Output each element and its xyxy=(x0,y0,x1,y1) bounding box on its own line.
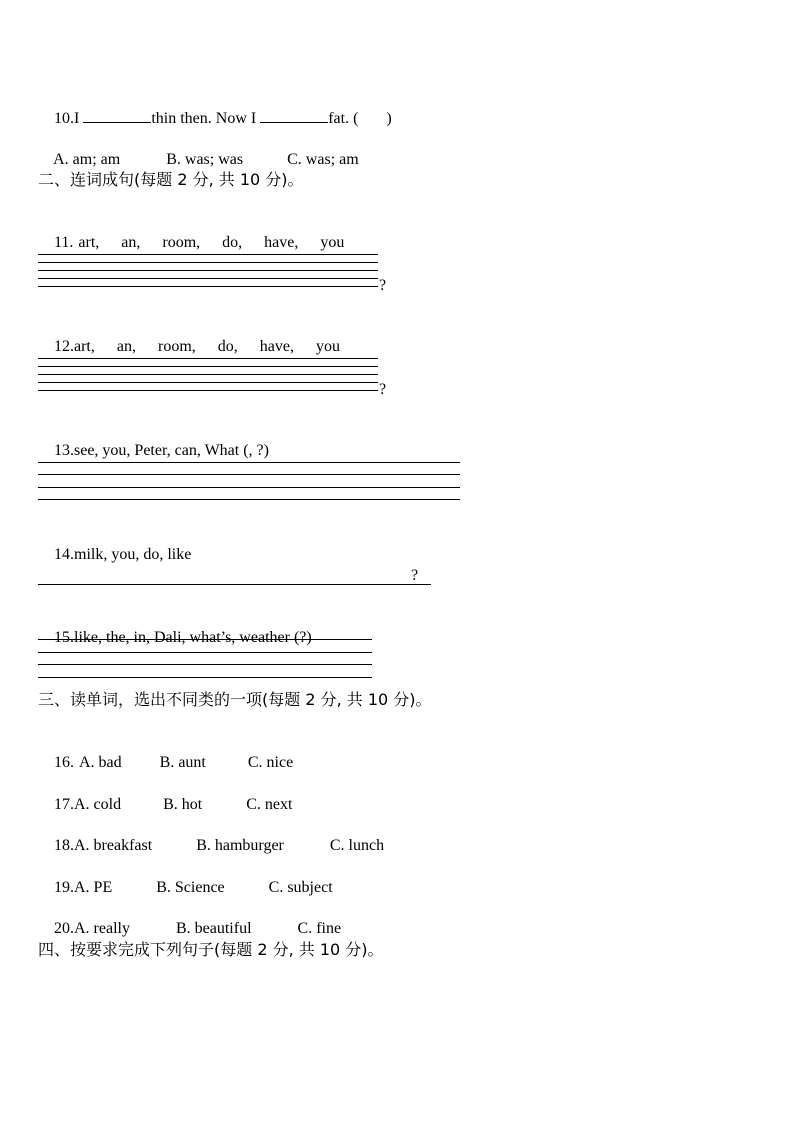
answer-line[interactable] xyxy=(38,664,372,665)
option-b: B. beautiful xyxy=(175,920,252,937)
option-a: A. really xyxy=(74,920,130,937)
question-15 xyxy=(38,608,312,668)
answer-line[interactable] xyxy=(38,358,378,359)
word: do, xyxy=(217,338,238,355)
question-number: 14. xyxy=(54,546,74,563)
option-b: B. hamburger xyxy=(196,837,284,854)
section-2-heading: 二、连词成句(每题 2 分, 共 10 分)。 xyxy=(38,170,304,189)
word: do, xyxy=(222,234,243,251)
option-a: A. am; am xyxy=(53,151,121,168)
answer-line[interactable] xyxy=(38,652,372,653)
option-a: A. bad xyxy=(79,754,122,771)
option-b: B. hot xyxy=(163,796,203,813)
section-3-heading: 三、读单词，选出不同类的一项(每题 2 分, 共 10 分)。 xyxy=(38,690,432,709)
question-mark: ? xyxy=(379,277,387,294)
word: you xyxy=(315,338,340,355)
word: have, xyxy=(264,234,299,251)
question-number: 13. xyxy=(54,442,74,459)
option-a: A. PE xyxy=(74,879,113,896)
answer-line[interactable] xyxy=(38,390,378,391)
answer-line[interactable] xyxy=(38,262,378,263)
word: you xyxy=(320,234,345,251)
question-number: 18. xyxy=(54,837,74,854)
option-b: B. was; was xyxy=(166,151,244,168)
question-number: 15. xyxy=(54,629,74,646)
word: art, xyxy=(78,234,100,251)
question-mark: ? xyxy=(411,567,419,584)
word: an, xyxy=(121,234,141,251)
word: an, xyxy=(116,338,136,355)
answer-line[interactable] xyxy=(38,374,378,375)
question-text: thin then. Now I xyxy=(151,110,261,127)
question-number: 17. xyxy=(54,796,74,813)
question-text: ) xyxy=(386,110,392,127)
answer-line[interactable] xyxy=(38,286,378,287)
option-a: A. cold xyxy=(74,796,122,813)
answer-line[interactable] xyxy=(38,278,378,279)
option-b: B. aunt xyxy=(159,754,206,771)
question-number: 11. xyxy=(54,234,74,251)
question-text: milk, you, do, like xyxy=(74,546,192,563)
question-14 xyxy=(38,525,191,585)
answer-line[interactable] xyxy=(38,366,378,367)
option-c: C. was; am xyxy=(287,151,359,168)
word: art, xyxy=(74,338,95,355)
answer-line[interactable] xyxy=(38,639,372,640)
answer-line[interactable] xyxy=(38,487,460,488)
question-13 xyxy=(38,421,269,481)
option-c: C. subject xyxy=(268,879,333,896)
question-text: like, the, in, Dali, what’s, weather (?) xyxy=(74,629,312,646)
answer-line[interactable] xyxy=(38,382,378,383)
answer-line[interactable] xyxy=(38,462,460,463)
question-12 xyxy=(38,317,340,377)
option-c: C. nice xyxy=(247,754,294,771)
question-number: 12. xyxy=(54,338,74,355)
answer-blank[interactable] xyxy=(260,108,328,123)
question-text: fat. ( xyxy=(328,110,359,127)
answer-line[interactable] xyxy=(38,499,460,500)
question-number: 20. xyxy=(54,920,74,937)
option-c: C. next xyxy=(246,796,293,813)
section-4-heading: 四、按要求完成下列句子(每题 2 分, 共 10 分)。 xyxy=(38,940,384,959)
option-c: C. fine xyxy=(297,920,342,937)
answer-line[interactable] xyxy=(38,270,378,271)
answer-line[interactable] xyxy=(38,254,378,255)
option-a: A. breakfast xyxy=(74,837,153,854)
word: room, xyxy=(157,338,196,355)
answer-line[interactable] xyxy=(38,584,431,585)
question-number: 16. xyxy=(54,754,74,771)
answer-line[interactable] xyxy=(38,474,460,475)
question-text: I xyxy=(74,110,84,127)
option-b: B. Science xyxy=(156,879,225,896)
question-text: see, you, Peter, can, What (, ?) xyxy=(74,442,269,459)
option-c: C. lunch xyxy=(329,837,385,854)
question-number: 10. xyxy=(54,110,74,127)
question-mark: ? xyxy=(379,381,387,398)
word: room, xyxy=(162,234,201,251)
word: have, xyxy=(259,338,294,355)
question-11 xyxy=(38,213,344,273)
question-number: 19. xyxy=(54,879,74,896)
answer-line[interactable] xyxy=(38,677,372,678)
answer-blank[interactable] xyxy=(83,108,151,123)
